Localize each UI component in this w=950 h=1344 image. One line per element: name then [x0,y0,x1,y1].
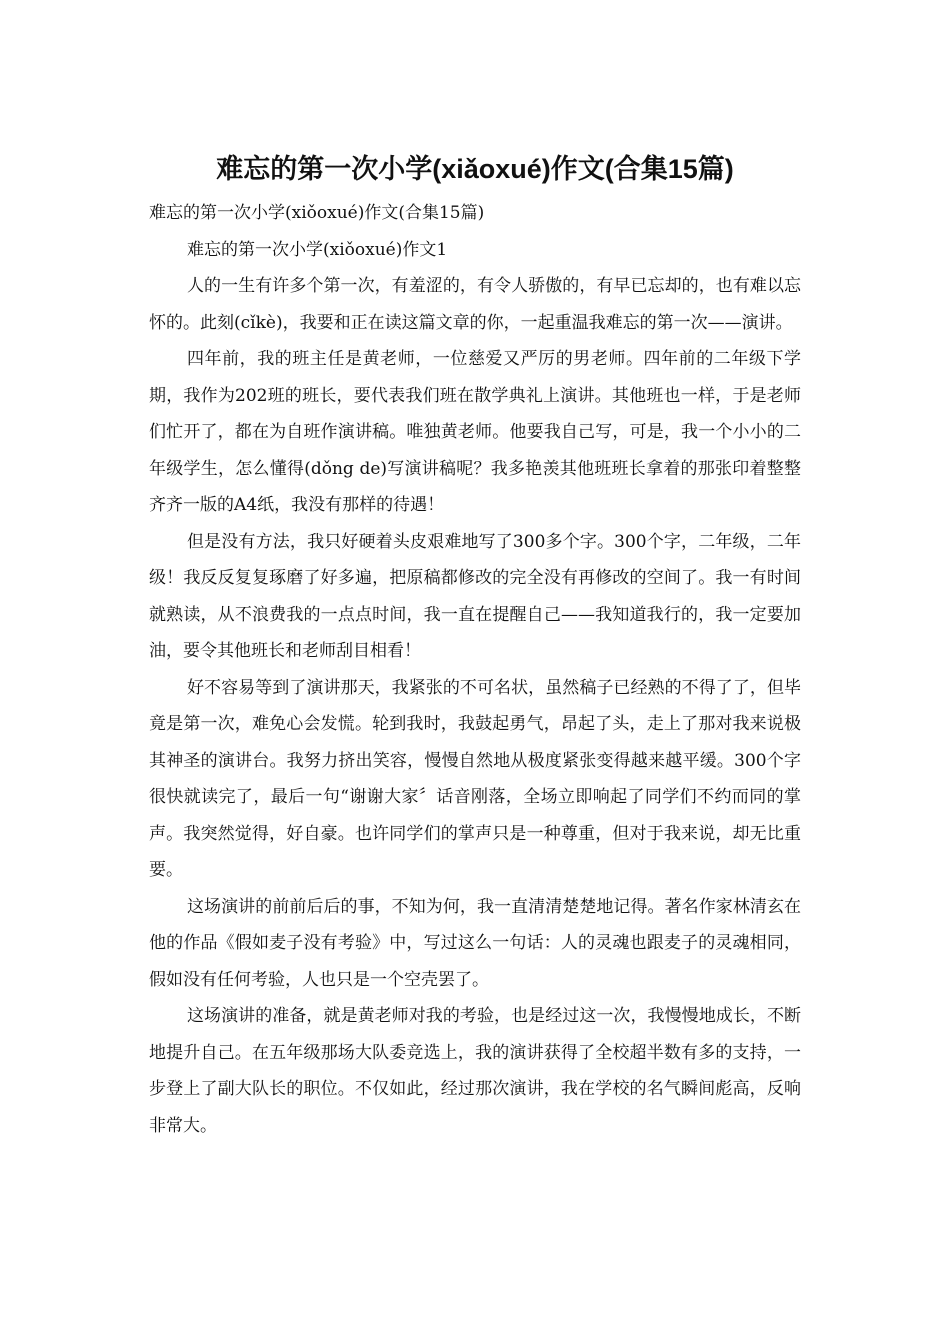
paragraph-1: 人的一生有许多个第一次，有羞涩的，有令人骄傲的，有早已忘却的，也有难以忘怀的。此刻(cǐkè)，我要和正在读这篇文章的你，一起重温我难忘的第一次——演讲。 [149,276,801,333]
paragraph-6: 这场演讲的准备，就是黄老师对我的考验，也是经过这一次，我慢慢地成长，不断地提升自己。在五年级那场大队委竞选上，我的演讲获得了全校超半数有多的支持，一步登上了副大队长的职位。不仅如此，经过那次演讲，我在学校的名气瞬间彪高，反响非常大。 [149,1006,801,1136]
paragraph-4: 好不容易等到了演讲那天，我紧张的不可名状，虽然稿子已经熟的不得了了，但毕竟是第一次，难免心会发慌。轮到我时，我鼓起勇气，昂起了头，走上了那对我来说极其神圣的演讲台。我努力挤出笑容，慢慢自然地从极度紧张变得越来越平缓。300个字很快就读完了，最后一句“谢谢大家〞话音刚落，全场立即响起了同学们不约而同的掌声。我突然觉得，好自豪。也许同学们的掌声只是一种尊重，但对于我来说，却无比重要。 [149,677,801,880]
document-subtitle: 难忘的第一次小学(xiǒoxué)作文(合集15篇) [149,203,485,223]
document-title: 难忘的第一次小学(xiǎoxué)作文(合集15篇) [216,154,734,184]
section-heading: 难忘的第一次小学(xiǒoxué)作文1 [187,239,448,260]
paragraph-5: 这场演讲的前前后后的事，不知为何，我一直清清楚楚地记得。著名作家林清玄在他的作品《假如麦子没有考验》中，写过这么一句话：人的灵魂也跟麦子的灵魂相同，假如没有任何考验，人也只是一个空壳罢了。 [149,896,801,990]
paragraph-3: 但是没有方法，我只好硬着头皮艰难地写了300多个字。300个字，二年级，二年级！我反反复复琢磨了好多遍，把原稿都修改的完全没有再修改的空间了。我一有时间就熟读，从不浪费我的一点点时间，我一直在提醒自己——我知道我行的，我一定要加油，要令其他班长和老师刮目相看！ [149,531,801,661]
paragraph-2: 四年前，我的班主任是黄老师，一位慈爱又严厉的男老师。四年前的二年级下学期，我作为202班的班长，要代表我们班在散学典礼上演讲。其他班也一样，于是老师们忙开了，都在为自班作演讲稿。唯独黄老师。他要我自己写，可是，我一个小小的二年级学生，怎么懂得(dǒng de)写演讲稿呢？我多艳羡其他班班长拿着的那张印着整整齐齐一版的A4纸，我没有那样的待遇！ [149,349,801,515]
document-body [149,195,801,1144]
